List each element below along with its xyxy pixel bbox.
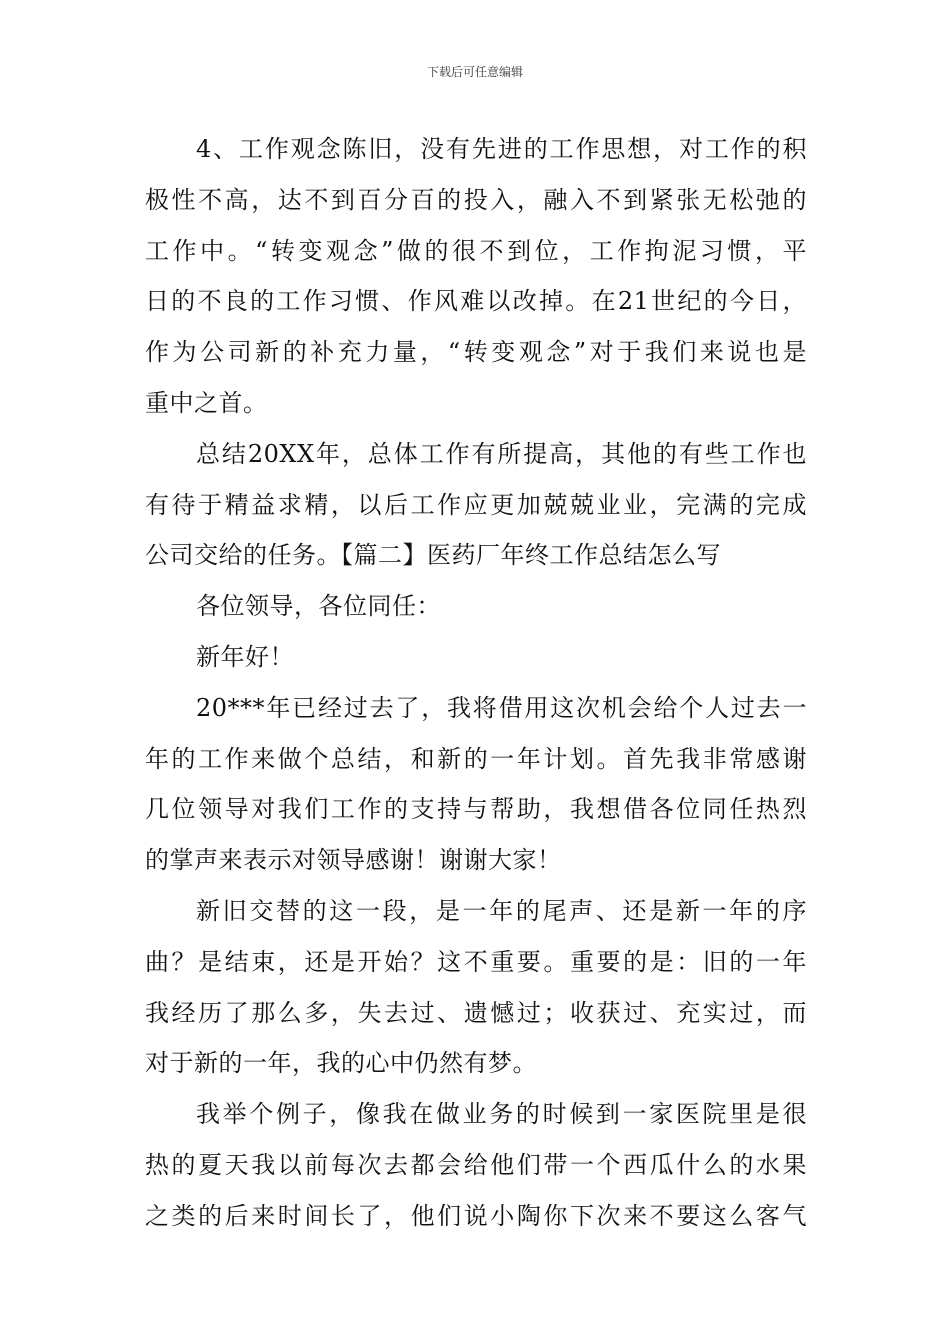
document-body	[145, 124, 807, 1242]
text-line: 之类的后来时间长了，他们说小陶你下次来不要这么客气	[145, 1201, 807, 1230]
text-line: 各位领导，各位同任：	[196, 592, 441, 621]
text-line: 公司交给的任务。【篇二】医药厂年终工作总结怎么写	[145, 541, 721, 570]
text-line: 我经历了那么多，失去过、遗憾过；收获过、充实过，而	[145, 998, 807, 1027]
text-line: 20***年已经过去了，我将借用这次机会给个人过去一	[196, 693, 807, 722]
page-header: 下载后可任意编辑	[426, 65, 523, 79]
text-line: 曲？是结束，还是开始？这不重要。重要的是：旧的一年	[145, 947, 807, 976]
text-line: 热的夏天我以前每次去都会给他们带一个西瓜什么的水果	[145, 1150, 807, 1179]
text-line: 几位领导对我们工作的支持与帮助，我想借各位同任热烈	[145, 795, 807, 824]
text-line: 总结20XX年，总体工作有所提高，其他的有些工作也	[196, 439, 807, 468]
text-line: 新年好！	[196, 642, 294, 671]
text-line: 作为公司新的补充力量，“转变观念”对于我们来说也是	[145, 338, 807, 367]
text-line: 年的工作来做个总结，和新的一年计划。首先我非常感谢	[145, 744, 807, 773]
text-line: 我举个例子，像我在做业务的时候到一家医院里是很	[196, 1100, 807, 1129]
text-line: 4、工作观念陈旧，没有先进的工作思想，对工作的积	[196, 135, 807, 163]
text-line: 有待于精益求精，以后工作应更加兢兢业业，完满的完成	[145, 490, 807, 519]
text-line: 的掌声来表示对领导感谢！谢谢大家！	[145, 846, 562, 875]
text-line: 日的不良的工作习惯、作风难以改掉。在21世纪的今日，	[145, 287, 807, 316]
text-line: 新旧交替的这一段，是一年的尾声、还是新一年的序	[196, 896, 807, 925]
text-line: 工作中。“转变观念”做的很不到位，工作拘泥习惯，平	[145, 236, 807, 265]
text-line: 重中之首。	[145, 388, 268, 417]
text-line: 对于新的一年，我的心中仍然有梦。	[145, 1049, 537, 1078]
text-line: 极性不高，达不到百分百的投入，融入不到紧张无松弛的	[145, 185, 807, 214]
